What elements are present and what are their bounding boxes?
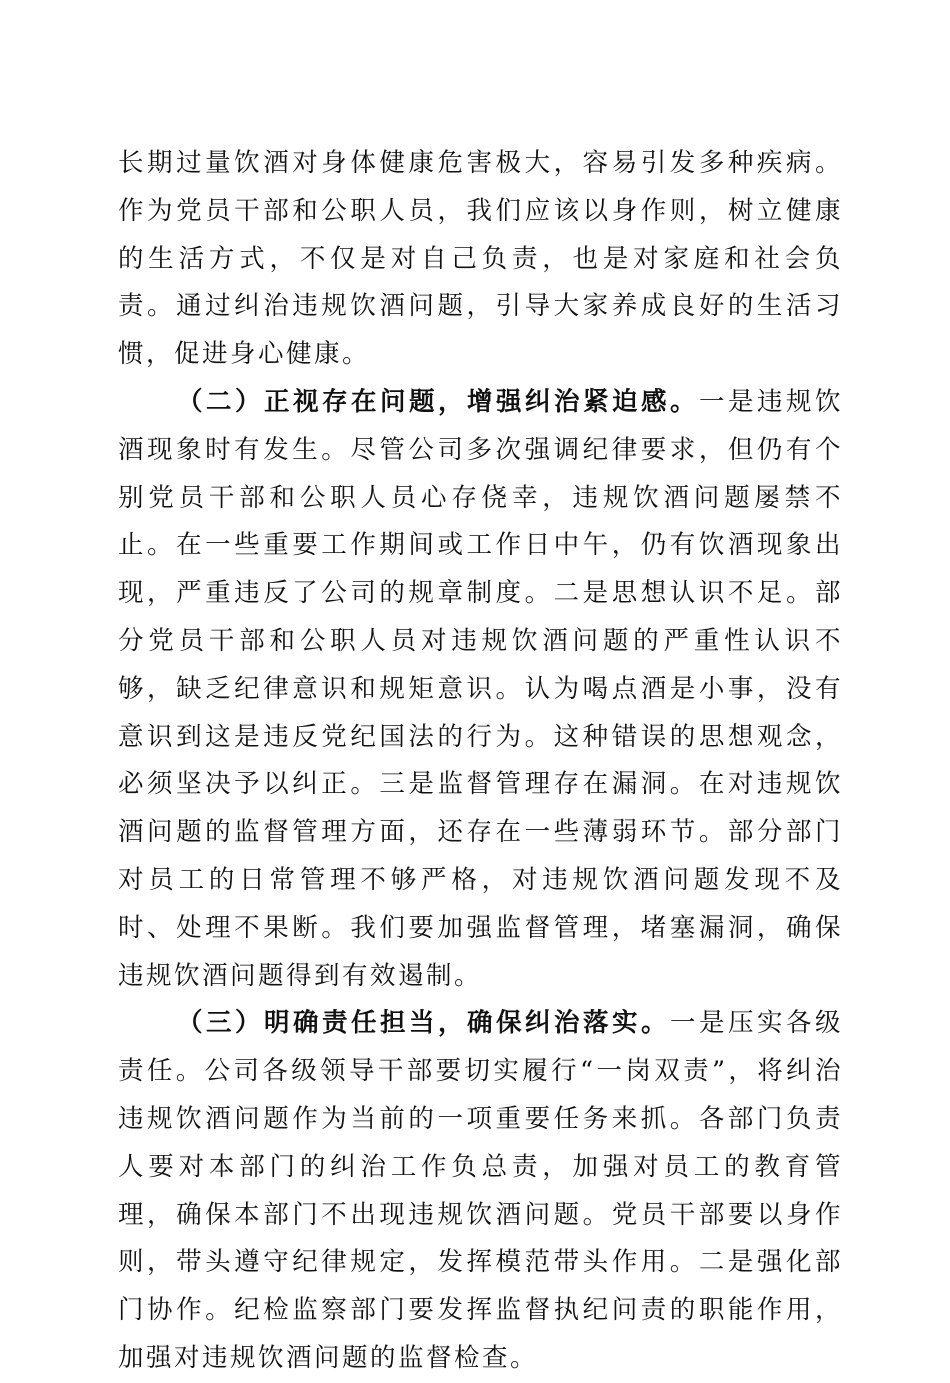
document-body — [118, 140, 843, 1383]
paragraph-2-heading: （二）正视存在问题，增强纠治紧迫感。 — [177, 386, 699, 417]
paragraph-2 — [118, 379, 843, 1000]
paragraph-1-body: 长期过量饮酒对身体健康危害极大，容易引发多种疾病。作为党员干部和公职人员，我们应该以身作则，树立健康的生活方式，不仅是对自己负责，也是对家庭和社会负责。通过纠治违规饮酒问题，引导大家养成良好的生活习惯，促进身心健康。 — [118, 148, 843, 370]
paragraph-3-heading: （三）明确责任担当，确保纠治落实。 — [177, 1008, 670, 1039]
paragraph-3 — [118, 1000, 843, 1382]
paragraph-2-body: 一是违规饮酒现象时有发生。尽管公司多次强调纪律要求，但仍有个别党员干部和公职人员心存侥幸，违规饮酒问题屡禁不止。在一些重要工作期间或工作日中午，仍有饮酒现象出现，严重违反了公司的规章制度。二是思想认识不足。部分党员干部和公职人员对违规饮酒问题的严重性认识不够，缺乏纪律意识和规矩意识。认为喝点酒是小事，没有意识到这是违反党纪国法的行为。这种错误的思想观念，必须坚决予以纠正。三是监督管理存在漏洞。在对违规饮酒问题的监督管理方面，还存在一些薄弱环节。部分部门对员工的日常管理不够严格，对违规饮酒问题发现不及时、处理不果断。我们要加强监督管理，堵塞漏洞，确保违规饮酒问题得到有效遏制。 — [118, 386, 843, 991]
paragraph-3-body: 一是压实各级责任。公司各级领导干部要切实履行“一岗双责”，将纠治违规饮酒问题作为当前的一项重要任务来抓。各部门负责人要对本部门的纠治工作负总责，加强对员工的教育管理，确保本部门不出现违规饮酒问题。党员干部要以身作则，带头遵守纪律规定，发挥模范带头作用。二是强化部门协作。纪检监察部门要发挥监督执纪问责的职能作用，加强对违规饮酒问题的监督检查。 — [118, 1008, 843, 1373]
paragraph-1 — [118, 140, 843, 379]
